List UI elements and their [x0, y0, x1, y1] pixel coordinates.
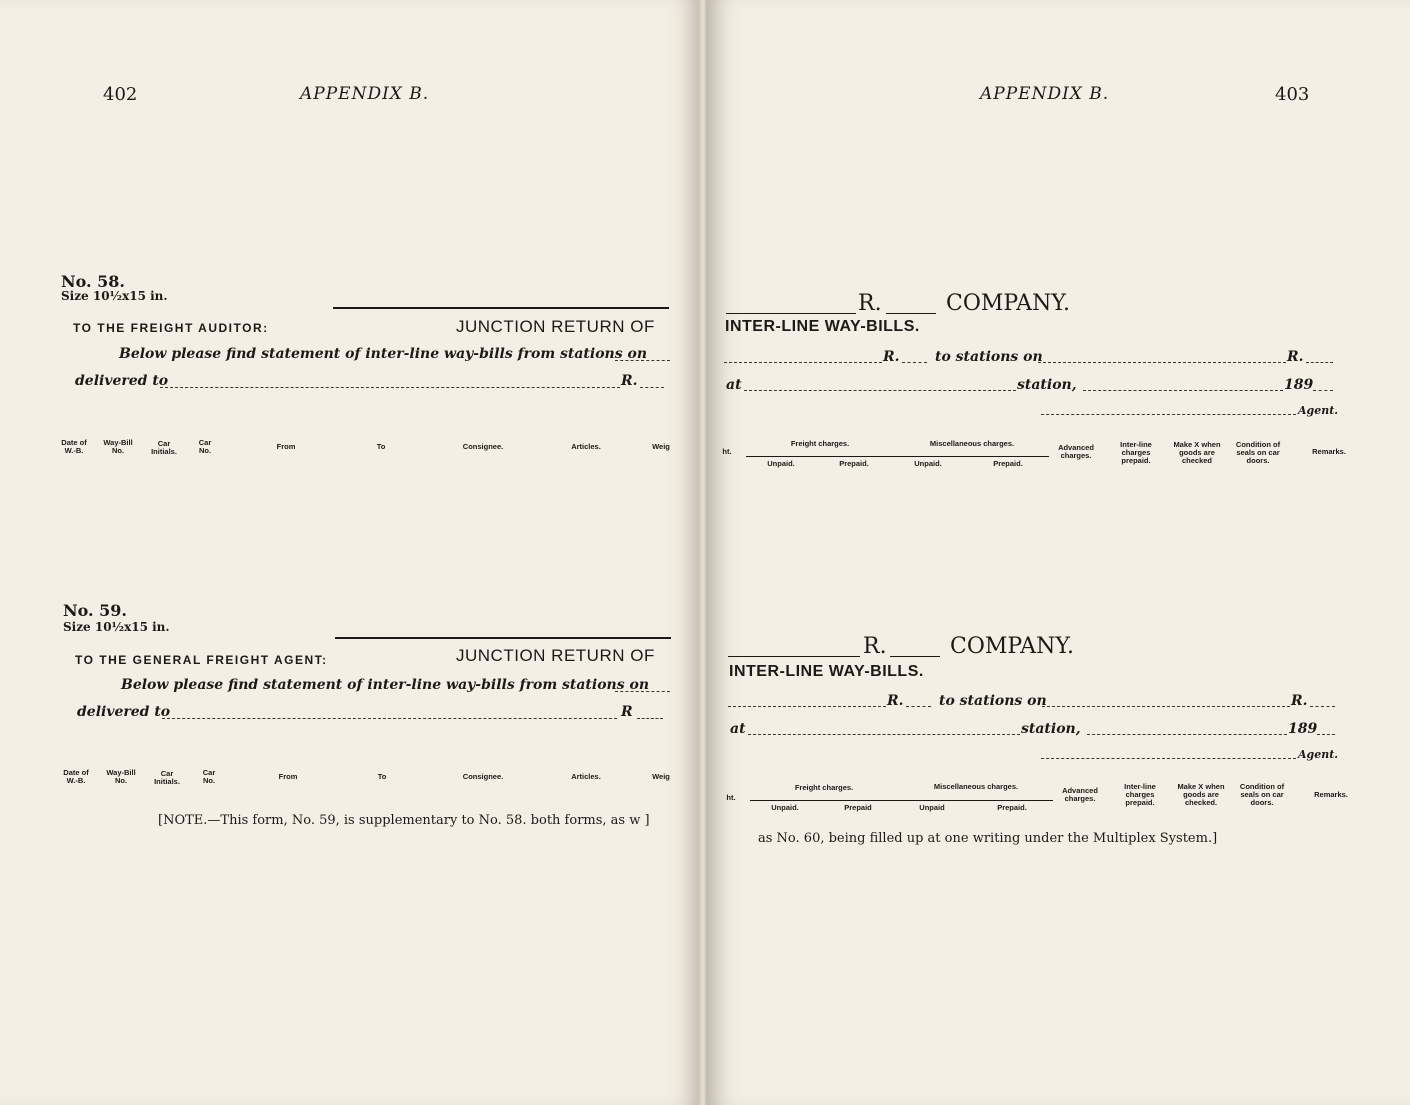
form-title: JUNCTION RETURN OF: [456, 317, 655, 336]
agent-label: Agent.: [1298, 748, 1339, 761]
form-number: No. 58.: [61, 272, 125, 291]
column-header: Car No.: [202, 768, 216, 785]
fill-line: [744, 390, 1016, 391]
column-header: Car Initials.: [154, 769, 180, 786]
year-label: 189: [1288, 721, 1318, 737]
r-suffix: R.: [621, 373, 638, 389]
column-header: Make X when goods are checked: [1173, 440, 1221, 465]
column-header: Unpaid.: [767, 459, 795, 468]
fill-line: [615, 360, 670, 361]
fill-line: [728, 706, 886, 707]
column-header: Unpaid.: [914, 459, 942, 468]
delivered-label: delivered to: [75, 373, 169, 389]
station-label: station,: [1017, 377, 1077, 393]
column-header: Advanced charges.: [1062, 786, 1098, 803]
at-label: at: [730, 721, 746, 737]
column-header: Unpaid: [919, 803, 945, 812]
column-header: Remarks.: [1314, 790, 1348, 799]
company-title: COMPANY.: [950, 634, 1074, 659]
form-subtitle: INTER-LINE WAY-BILLS.: [729, 663, 924, 680]
page-number: 403: [1275, 84, 1310, 105]
fill-line: [637, 718, 663, 719]
r-end: R.: [1287, 349, 1304, 365]
form-size: Size 10½x15 in.: [61, 289, 168, 303]
column-header: Prepaid.: [993, 459, 1023, 468]
column-group-header: Miscellaneous charges.: [933, 782, 1019, 791]
form-number: No. 59.: [63, 601, 127, 620]
r-label: R.: [858, 291, 882, 316]
heading-rule: [335, 637, 671, 639]
year-label: 189: [1284, 377, 1314, 393]
column-group-header: Miscellaneous charges.: [929, 439, 1015, 448]
column-group-header: Freight charges.: [794, 783, 854, 792]
r-end: R.: [1291, 693, 1308, 709]
column-header: Make X when goods are checked.: [1177, 782, 1225, 807]
statement-line: Below please find statement of inter-line way-bills from stations on: [121, 677, 650, 693]
fill-line: [728, 656, 860, 657]
agent-label: Agent.: [1298, 404, 1339, 417]
column-header-fragment: ht.: [722, 447, 732, 456]
footnote: [NOTE.—This form, No. 59, is supplementary to No. 58. both forms, as w ]: [158, 813, 650, 828]
addressee: TO THE GENERAL FREIGHT AGENT:: [75, 653, 328, 667]
delivered-label: delivered to: [77, 704, 171, 720]
r-mid: R.: [883, 349, 900, 365]
column-header: To: [377, 772, 387, 781]
right-page: [706, 0, 1410, 1105]
fill-line: [748, 734, 1020, 735]
fill-line: [1038, 362, 1286, 363]
to-stations-label: to stations on: [939, 693, 1047, 709]
addressee: TO THE FREIGHT AUDITOR:: [73, 321, 269, 335]
column-header: Date of W.-B.: [61, 438, 87, 455]
fill-line: [726, 313, 856, 314]
footnote: as No. 60, being filled up at one writing under the Multiplex System.]: [758, 831, 1218, 846]
fill-line: [1310, 706, 1335, 707]
column-header: Consignee.: [462, 442, 504, 451]
form-title: JUNCTION RETURN OF: [456, 646, 655, 665]
r-mid: R.: [887, 693, 904, 709]
column-header: Inter-line charges prepaid.: [1120, 440, 1152, 465]
fill-line: [902, 362, 927, 363]
column-header: Way-Bill No.: [103, 438, 133, 455]
column-header-fragment: ht.: [726, 793, 736, 802]
statement-line: Below please find statement of inter-line way-bills from stations on: [119, 346, 648, 362]
at-label: at: [726, 377, 742, 393]
header-rule: [750, 800, 1053, 801]
column-header: Consignee.: [462, 772, 504, 781]
column-header: Condition of seals on car doors.: [1239, 782, 1285, 807]
column-header: Condition of seals on car doors.: [1235, 440, 1281, 465]
fill-line: [1042, 706, 1290, 707]
fill-line: [615, 691, 670, 692]
heading-rule: [333, 307, 669, 309]
running-head: APPENDIX B.: [980, 84, 1110, 104]
left-page: [0, 0, 700, 1105]
fill-line: [1317, 734, 1335, 735]
to-stations-label: to stations on: [935, 349, 1043, 365]
column-header: Articles.: [571, 442, 601, 451]
fill-line: [162, 718, 617, 719]
column-header: Remarks.: [1312, 447, 1346, 456]
column-header: Unpaid.: [771, 803, 799, 812]
column-header: Way-Bill No.: [106, 768, 136, 785]
column-header: Articles.: [571, 772, 601, 781]
column-header: From: [278, 772, 298, 781]
fill-line: [640, 387, 664, 388]
column-header: To: [376, 442, 386, 451]
fill-line: [1313, 390, 1333, 391]
column-header: Prepaid.: [839, 459, 869, 468]
station-label: station,: [1021, 721, 1081, 737]
r-suffix: R: [621, 704, 633, 720]
fill-line: [1083, 390, 1283, 391]
column-header: Weig: [652, 442, 670, 451]
column-header: Prepaid.: [997, 803, 1027, 812]
running-head: APPENDIX B.: [300, 84, 430, 104]
column-header: Date of W.-B.: [63, 768, 89, 785]
fill-line: [724, 362, 882, 363]
r-label: R.: [863, 634, 887, 659]
column-header: Weig: [652, 772, 670, 781]
fill-line: [1306, 362, 1333, 363]
fill-line: [886, 313, 936, 314]
fill-line: [890, 656, 940, 657]
column-header: Prepaid: [844, 803, 872, 812]
column-header: Car Initials.: [151, 439, 177, 456]
column-group-header: Freight charges.: [790, 439, 850, 448]
fill-line: [1041, 758, 1296, 759]
company-title: COMPANY.: [946, 291, 1070, 316]
column-header: Advanced charges.: [1058, 443, 1094, 460]
column-header: Car No.: [198, 438, 212, 455]
form-size: Size 10½x15 in.: [63, 620, 170, 634]
fill-line: [160, 387, 620, 388]
fill-line: [906, 706, 931, 707]
column-header: From: [276, 442, 296, 451]
column-header: Inter-line charges prepaid.: [1124, 782, 1156, 807]
fill-line: [1087, 734, 1287, 735]
header-rule: [746, 456, 1049, 457]
form-subtitle: INTER-LINE WAY-BILLS.: [725, 318, 920, 335]
fill-line: [1041, 414, 1296, 415]
page-number: 402: [103, 84, 138, 105]
